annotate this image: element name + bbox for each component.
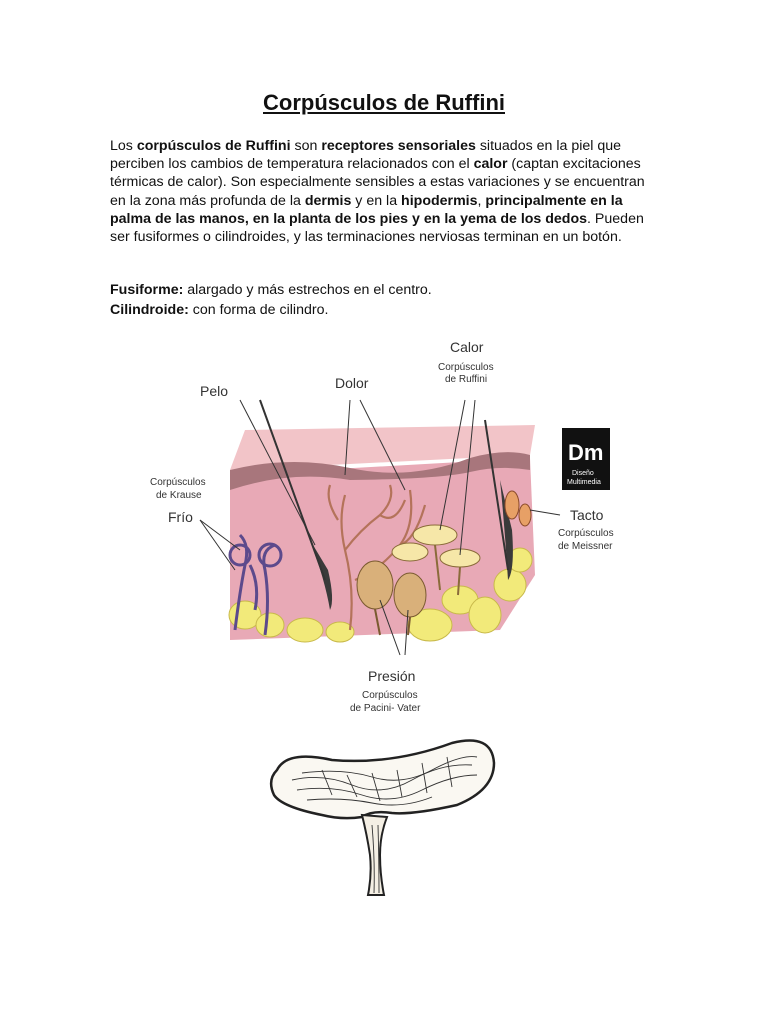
intro-text: y en la [351, 192, 402, 209]
dm-logo [562, 428, 610, 490]
definition-fusiforme [110, 280, 655, 300]
intro-bold: calor [473, 156, 508, 173]
definition-text: con forma de cilindro. [188, 302, 329, 318]
label-calor: Calor [450, 339, 484, 355]
intro-bold: principalmente en la palma de las manos, en la planta de los pies y en la yema de los dedos [110, 192, 623, 227]
label-presion: Presión [368, 668, 416, 684]
label-tacto: Tacto [570, 507, 604, 523]
label-frio: Frío [168, 509, 193, 525]
intro-text: son [290, 138, 322, 154]
intro-text: Los [110, 138, 137, 154]
label-krause-1: Corpúsculos [150, 477, 206, 488]
definition-term: Fusiforme: [110, 282, 184, 298]
intro-text: (captan excitaciones térmicas de calor). Son especialmente sensibles a estas variaciones y se encuentran en la zona más profunda de la [110, 156, 645, 209]
definition-text: alargado y más estrechos en el centro. [183, 282, 432, 298]
definition-term: Cilindroide: [110, 302, 189, 318]
intro-text: , [477, 192, 486, 209]
intro-text: . Pueden ser fusiformes o cilindroides, y las terminaciones nerviosas terminan en un botón. [110, 210, 644, 246]
intro-bold: receptores sensoriales [321, 138, 476, 154]
intro-bold: hipodermis [401, 192, 478, 209]
definition-cilindroide [110, 300, 655, 320]
intro-bold: corpúsculos de Ruffini [136, 138, 291, 154]
label-pelo: Pelo [200, 383, 229, 399]
intro-text: situados en la piel que perciben los cambios de temperatura relacionados con el [110, 138, 622, 173]
label-meissner-2: de Meissner [558, 541, 613, 552]
label-calor-sub1: Corpúsculos [438, 362, 494, 373]
intro-bold: dermis [304, 192, 352, 209]
label-dolor: Dolor [335, 375, 369, 391]
logo-line1: Diseño [572, 470, 594, 477]
logo-mark: Dm [568, 440, 604, 465]
label-krause-2: de Krause [156, 490, 202, 501]
intro-paragraph [110, 137, 655, 246]
label-pacini-1: Corpúsculos [362, 690, 418, 701]
skin-diagram [140, 330, 640, 720]
label-meissner-1: Corpúsculos [558, 528, 614, 539]
logo-line2: Multimedia [567, 479, 601, 486]
label-calor-sub2: de Ruffini [445, 374, 488, 385]
page-title: Corpúsculos de Ruffini [263, 90, 505, 115]
label-pacini-2: de Pacini- Vater [350, 703, 421, 714]
ruffini-corpuscle-drawing [262, 735, 500, 900]
definitions-list [110, 280, 655, 320]
